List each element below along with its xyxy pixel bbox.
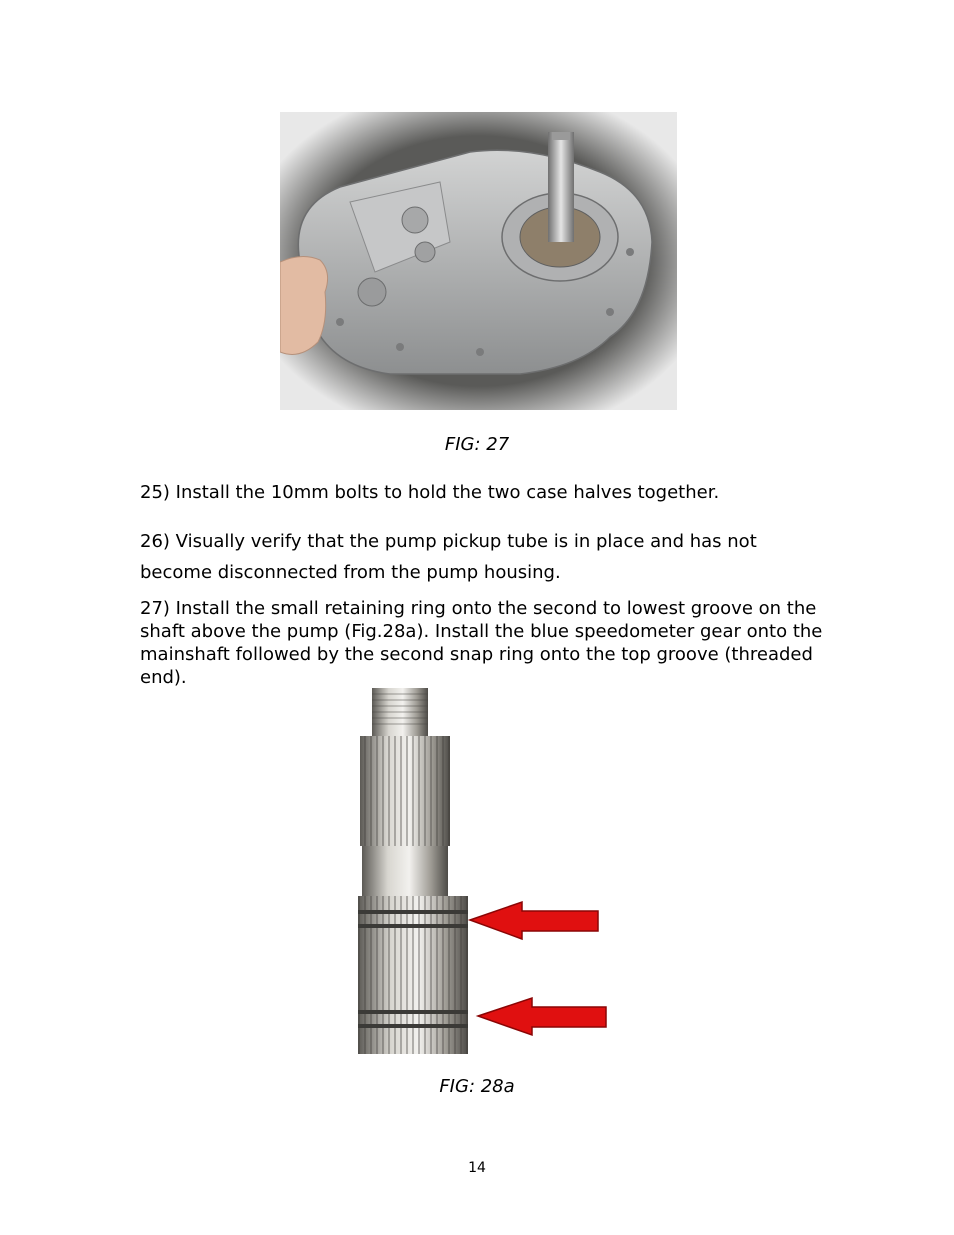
- figure-27-caption: FIG: 27: [444, 434, 510, 455]
- step-25-text: 25) Install the 10mm bolts to hold the two case halves together.: [140, 482, 720, 503]
- transfer-case-photo: [280, 112, 677, 410]
- step-26-text: 26) Visually verify that the pump pickup tube is in place and has not become disconnected from the pump housing.: [140, 531, 757, 583]
- figure-28a-caption: FIG: 28a: [439, 1076, 515, 1097]
- page-number: 14: [468, 1160, 486, 1176]
- mainshaft-photo: [352, 688, 610, 1054]
- step-27-text: 27) Install the small retaining ring onto the second to lowest groove on the shaft above the pump (Fig.28a). Install the blue speedometer gear onto the mainshaft followed by the second snap ring onto the top groove (threaded end).: [140, 598, 823, 688]
